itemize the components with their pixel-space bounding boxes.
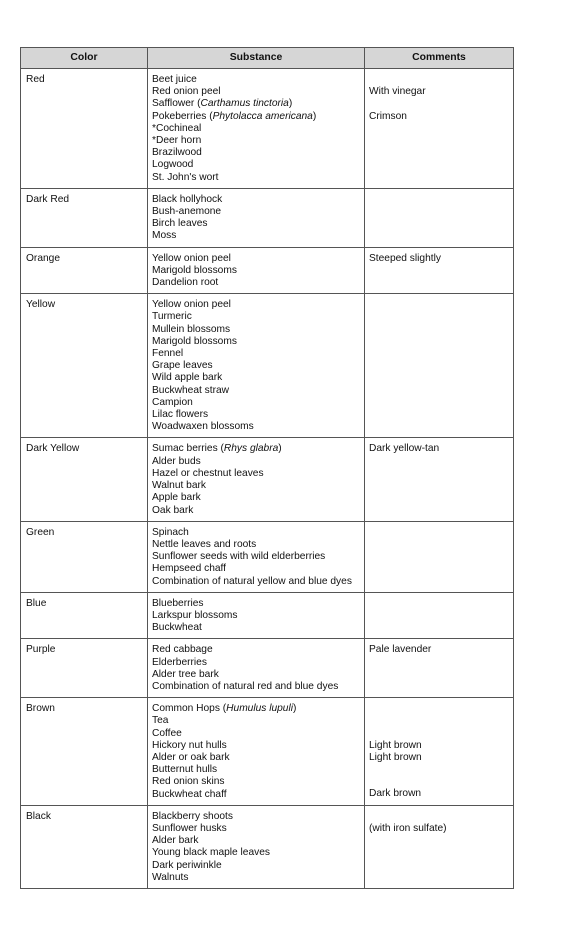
comment-line: (with iron sulfate): [369, 822, 447, 834]
substance-cell: [148, 69, 365, 189]
substance-latin-name: Carthamus tinctoria: [200, 98, 289, 110]
comments-cell: [365, 698, 514, 806]
substance-item: Mullein blossoms: [152, 323, 231, 335]
substance-item: Dandelion root: [152, 277, 219, 289]
table-row: [21, 69, 514, 189]
comment-line: Dark yellow-tan: [369, 443, 440, 455]
substance-item: Alder bark: [152, 835, 199, 847]
substance-paren-close: ): [278, 443, 282, 455]
substance-item: Walnuts: [152, 871, 189, 883]
substance-common-name: Pokeberries (: [152, 110, 213, 122]
substance-common-name: Common Hops (: [152, 703, 227, 715]
substance-item: *Cochineal: [152, 122, 202, 134]
comment-line: [369, 74, 513, 86]
comment-line: Light brown: [369, 751, 422, 763]
color-cell: [21, 639, 148, 698]
table-row: [21, 698, 514, 806]
comment-line: [369, 715, 513, 727]
comment-line: With vinegar: [369, 86, 426, 98]
substance-item: Apple bark: [152, 492, 201, 504]
substance-item: Alder or oak bark: [152, 751, 230, 763]
comment-line: Steeped slightly: [369, 252, 441, 264]
substance-item: Sunflower husks: [152, 822, 227, 834]
substance-item: Combination of natural red and blue dyes: [152, 680, 339, 692]
color-cell: [21, 188, 148, 247]
comments-cell: [365, 592, 514, 639]
comments-cell: [365, 521, 514, 592]
substance-cell: [148, 438, 365, 521]
substance-item: Red onion peel: [152, 86, 221, 98]
substance-item: Woadwaxen blossoms: [152, 421, 254, 433]
substance-item: Marigold blossoms: [152, 264, 237, 276]
comments-cell: [365, 294, 514, 438]
color-name: Dark Yellow: [26, 443, 80, 455]
substance-item: Hickory nut hulls: [152, 739, 227, 751]
substance-item: Bush-anemone: [152, 206, 222, 218]
substance-item: Hempseed chaff: [152, 563, 226, 575]
substance-common-name: Sumac berries (: [152, 443, 224, 455]
substance-cell: [148, 294, 365, 438]
table-row: [21, 592, 514, 639]
comment-line: [369, 703, 513, 715]
substance-item: Lilac flowers: [152, 409, 209, 421]
substance-paren-close: ): [312, 110, 317, 122]
comment-line: Pale lavender: [369, 644, 432, 656]
substance-item: Blueberries: [152, 597, 204, 609]
substance-latin-name: Humulus lupuli: [226, 703, 293, 715]
comment-line: Light brown: [369, 739, 422, 751]
color-cell: [21, 805, 148, 888]
color-cell: [21, 69, 148, 189]
substance-item: *Deer horn: [152, 135, 202, 147]
color-cell: [21, 294, 148, 438]
comments-cell: [365, 69, 514, 189]
substance-common-name: Safflower (: [152, 98, 201, 110]
table-row: [21, 805, 514, 888]
substance-item: Yellow onion peel: [152, 252, 231, 264]
substance-latin-name: Rhys glabra: [223, 443, 279, 455]
substance-item: Blackberry shoots: [152, 810, 233, 822]
comment-line: Dark brown: [369, 788, 422, 800]
comments-cell: [365, 438, 514, 521]
substance-item: Tea: [152, 715, 169, 727]
comment-line: [369, 776, 513, 788]
substance-item: Marigold blossoms: [152, 335, 237, 347]
substance-cell: [148, 639, 365, 698]
comment-line: [369, 811, 513, 823]
substance-item: Butternut hulls: [152, 764, 218, 776]
table-body: [21, 69, 514, 889]
color-cell: [21, 521, 148, 592]
substance-item: Combination of natural yellow and blue dyes: [152, 575, 352, 587]
substance-item: [152, 98, 364, 110]
table-row: [21, 247, 514, 294]
substance-item: Yellow onion peel: [152, 299, 231, 311]
substance-item: Larkspur blossoms: [152, 609, 238, 621]
table-row: [21, 188, 514, 247]
substance-item: Turmeric: [152, 311, 192, 323]
color-name: Orange: [26, 252, 60, 264]
color-name: Brown: [26, 703, 55, 715]
substance-item: Young black maple leaves: [152, 847, 270, 859]
substance-latin-name: Phytolacca americana: [212, 110, 313, 122]
substance-item: Red cabbage: [152, 644, 213, 656]
substance-item: Brazilwood: [152, 147, 202, 159]
substance-item: Birch leaves: [152, 218, 208, 230]
color-name: Black: [26, 810, 51, 822]
substance-item: Beet juice: [152, 74, 197, 85]
substance-cell: [148, 805, 365, 888]
color-cell: [21, 698, 148, 806]
substance-item: Alder tree bark: [152, 668, 219, 680]
column-header-substance: Substance: [148, 48, 365, 69]
substance-item: Oak bark: [152, 504, 194, 516]
substance-item: Red onion skins: [152, 776, 225, 788]
substance-item: [152, 443, 364, 455]
substance-cell: [148, 521, 365, 592]
header-row: [21, 48, 514, 69]
table-row: [21, 521, 514, 592]
substance-item: Nettle leaves and roots: [152, 538, 257, 550]
substance-item: [152, 111, 364, 123]
table-row: [21, 294, 514, 438]
substance-paren-close: ): [288, 98, 293, 110]
color-cell: [21, 592, 148, 639]
color-name: Yellow: [26, 299, 56, 311]
substance-item: Alder buds: [152, 455, 201, 467]
substance-item: Elderberries: [152, 656, 207, 668]
comment-line: [369, 764, 513, 776]
color-name: Dark Red: [26, 193, 70, 205]
color-cell: [21, 247, 148, 294]
substance-item: Buckwheat: [152, 622, 202, 634]
substance-item: Fennel: [152, 348, 184, 360]
substance-item: Buckwheat chaff: [152, 788, 227, 800]
column-header-color: Color: [21, 48, 148, 69]
substance-cell: [148, 698, 365, 806]
substance-item: Coffee: [152, 727, 182, 739]
substance-item: Black hollyhock: [152, 193, 223, 205]
color-name: Blue: [26, 597, 47, 609]
color-name: Green: [26, 526, 55, 538]
comment-line: [369, 98, 513, 110]
substance-item: Dark periwinkle: [152, 859, 222, 871]
substance-item: Walnut bark: [152, 480, 206, 492]
color-name: Red: [26, 74, 45, 85]
column-header-comments: Comments: [365, 48, 514, 69]
substance-item: St. John's wort: [152, 171, 219, 183]
dye-color-table: [20, 47, 514, 889]
comment-line: Crimson: [369, 110, 407, 122]
table-row: [21, 438, 514, 521]
substance-paren-close: ): [293, 703, 297, 715]
comments-cell: [365, 247, 514, 294]
color-name: Purple: [26, 644, 56, 656]
comments-cell: [365, 639, 514, 698]
substance-item: Wild apple bark: [152, 372, 223, 384]
comment-line: [369, 728, 513, 740]
substance-item: Campion: [152, 396, 193, 408]
substance-item: [152, 703, 364, 715]
substance-item: Sunflower seeds with wild elderberries: [152, 551, 326, 563]
comments-cell: [365, 188, 514, 247]
substance-item: Moss: [152, 230, 177, 242]
table-row: [21, 639, 514, 698]
color-cell: [21, 438, 148, 521]
substance-cell: [148, 247, 365, 294]
substance-item: Spinach: [152, 526, 189, 538]
substance-item: Grape leaves: [152, 360, 213, 372]
substance-cell: [148, 592, 365, 639]
substance-item: Hazel or chestnut leaves: [152, 467, 264, 479]
substance-item: Buckwheat straw: [152, 384, 230, 396]
substance-cell: [148, 188, 365, 247]
comments-cell: [365, 805, 514, 888]
substance-item: Logwood: [152, 159, 194, 171]
